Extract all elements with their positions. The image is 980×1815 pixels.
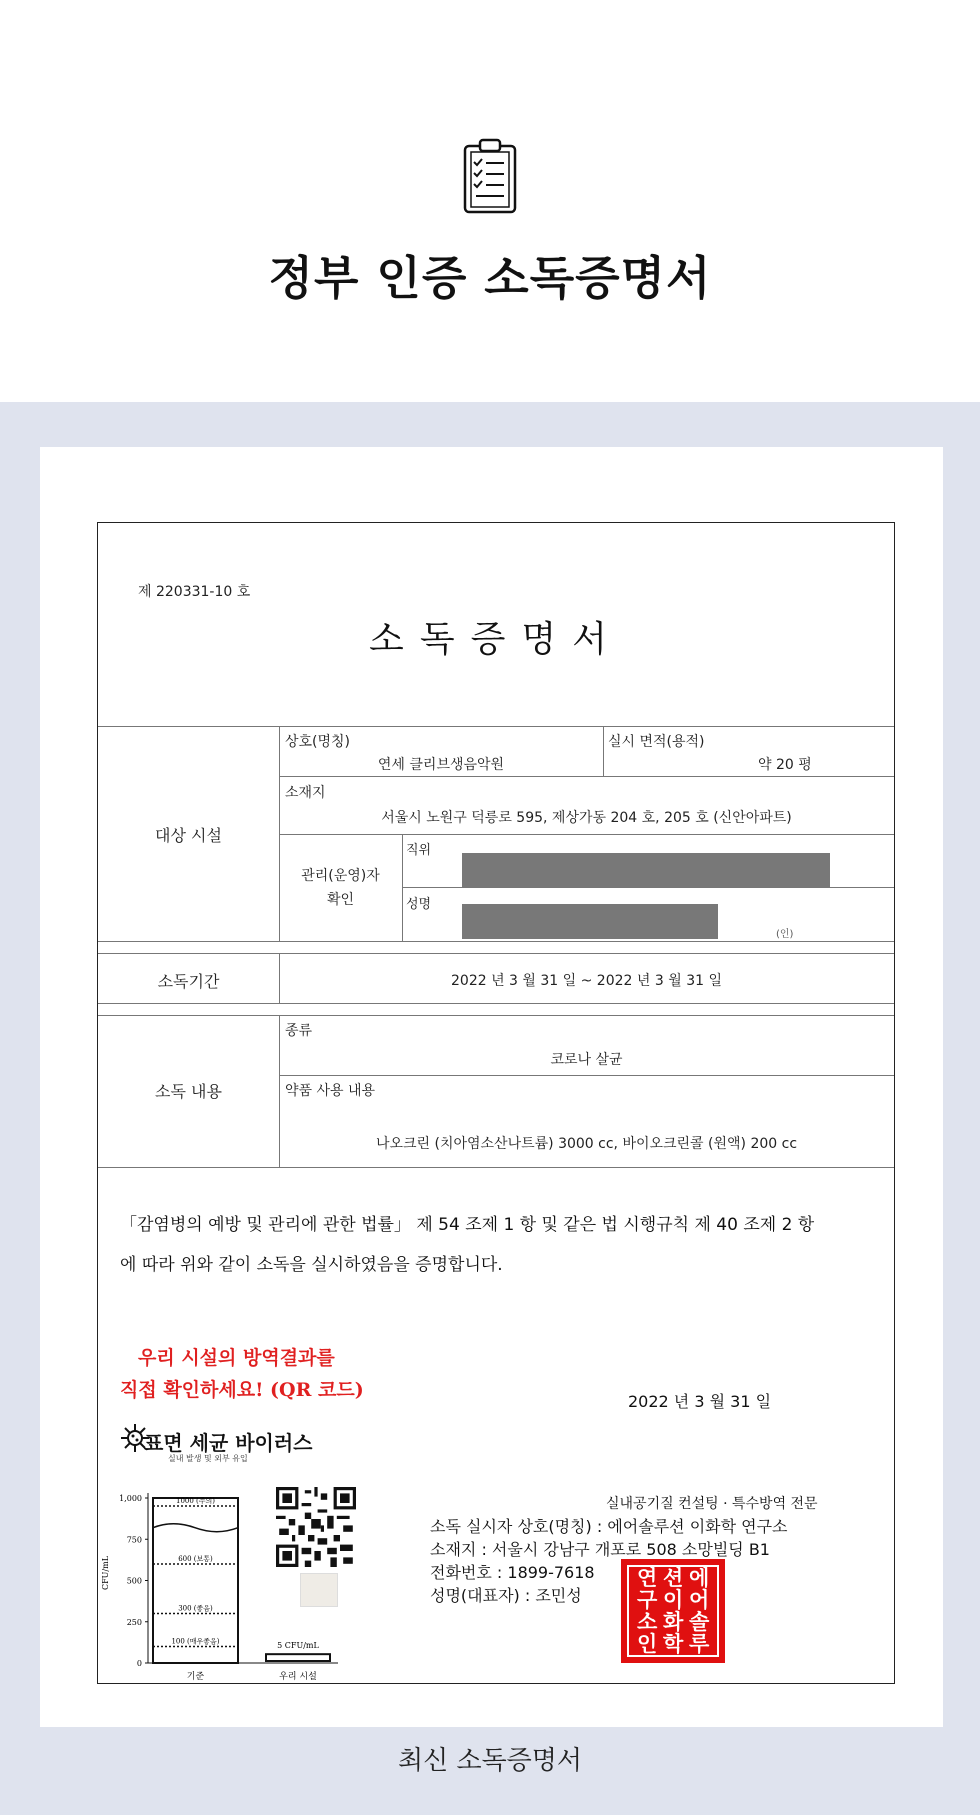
footer-caption: 최신 소독증명서 xyxy=(397,1746,583,1776)
page-title: 정부 인증 소독증명서 xyxy=(268,251,712,305)
seal-glyph: 소 xyxy=(637,1609,658,1634)
qr-notice-line-1: 우리 시설의 방역결과를 xyxy=(138,1347,335,1369)
divider xyxy=(279,776,894,777)
company-representative: 성명(대표자) : 조민성 xyxy=(430,1586,582,1605)
certificate-number: 제 220331-10 호 xyxy=(138,584,251,600)
bar-value-label: 5 CFU/mL xyxy=(277,1641,319,1651)
type-value: 코로나 살균 xyxy=(550,1052,623,1068)
divider xyxy=(98,941,894,942)
redacted-name xyxy=(462,904,718,939)
company-tagline: 실내공기질 컨설팅 · 특수방역 전문 xyxy=(606,1496,818,1512)
seal-glyph: 솔 xyxy=(689,1609,710,1634)
statement-line-1: 「감염병의 예방 및 관리에 관한 법률」 제 54 조제 1 항 및 같은 법 시행규칙 제 40 조제 2 항 xyxy=(120,1215,815,1235)
seal-glyph: 이 xyxy=(663,1587,684,1612)
company-seal xyxy=(621,1559,725,1663)
seal-glyph: 어 xyxy=(689,1587,710,1612)
divider xyxy=(98,953,894,954)
redacted-position xyxy=(462,853,830,887)
reference-label: 100 (매우좋음) xyxy=(171,1637,220,1646)
period-value: 2022 년 3 월 31 일 ~ 2022 년 3 월 31 일 xyxy=(451,973,722,989)
y-tick-label: 500 xyxy=(126,1576,142,1586)
type-label: 종류 xyxy=(285,1023,313,1039)
divider xyxy=(98,1167,894,1168)
target-facility-label: 대상 시설 xyxy=(155,826,222,845)
reference-label: 300 (좋음) xyxy=(178,1604,213,1613)
company-address: 소재지 : 서울시 강남구 개포로 508 소망빌딩 B1 xyxy=(430,1540,770,1559)
seal-glyph: 구 xyxy=(637,1587,658,1612)
name-value: 연세 클리브생음악원 xyxy=(377,757,505,773)
divider xyxy=(402,834,403,941)
chemical-value: 나오크린 (치아염소산나트륨) 3000 cc, 바이오크린콜 (원액) 200 cc xyxy=(375,1136,798,1152)
divider xyxy=(98,1015,894,1016)
address-value: 서울시 노원구 덕릉로 595, 제상가동 204 호, 205 호 (신안아파트) xyxy=(381,810,792,826)
test-sample-photo xyxy=(300,1573,338,1607)
chart-subtitle: 실내 발생 및 외부 유입 xyxy=(168,1454,248,1463)
person-label: 성명 xyxy=(406,897,432,912)
name-label: 상호(명칭) xyxy=(285,734,351,750)
certificate-title: 소독증명서 xyxy=(369,619,623,660)
bar-break-mark xyxy=(153,1524,238,1532)
divider xyxy=(279,834,894,835)
chart-title: 표면 세균 바이러스 xyxy=(144,1431,313,1455)
x-category-label: 우리 시설 xyxy=(279,1672,317,1682)
area-label: 실시 면적(용적) xyxy=(608,734,705,750)
content-label: 소독 내용 xyxy=(155,1082,222,1101)
issue-date: 2022 년 3 월 31 일 xyxy=(628,1392,772,1411)
manager-confirm-label: 확인 xyxy=(326,892,355,908)
seal-glyph: 인 xyxy=(637,1631,658,1656)
divider xyxy=(98,1003,894,1004)
company-phone: 전화번호 : 1899-7618 xyxy=(430,1563,595,1582)
divider xyxy=(279,1075,894,1076)
bar-our-facility xyxy=(266,1654,330,1661)
statement-line-2: 에 따라 위와 같이 소독을 실시하였음을 증명합니다. xyxy=(120,1255,503,1275)
chemical-label: 약품 사용 내용 xyxy=(285,1083,376,1099)
y-tick-label: 750 xyxy=(126,1535,142,1545)
position-label: 직위 xyxy=(406,843,432,858)
qr-code[interactable] xyxy=(276,1487,356,1567)
divider xyxy=(402,887,894,888)
period-label: 소독기간 xyxy=(157,972,220,991)
qr-notice-line-2: 직접 확인하세요! (QR 코드) xyxy=(120,1379,364,1401)
x-category-label: 기준 xyxy=(186,1672,205,1682)
page-header xyxy=(0,0,980,402)
seal-glyph: 화 xyxy=(663,1609,684,1634)
company-name: 소독 실시자 상호(명칭) : 에어솔루션 이화학 연구소 xyxy=(430,1517,788,1536)
y-axis-label: CFU/mL xyxy=(101,1555,110,1591)
reference-label: 600 (보통) xyxy=(178,1555,213,1563)
reference-label: 1000 (주의) xyxy=(175,1497,216,1505)
disinfection-certificate xyxy=(97,522,895,1684)
seal-glyph: 루 xyxy=(689,1631,710,1656)
y-tick-label: 1,000 xyxy=(119,1494,142,1503)
seal-glyph: 션 xyxy=(663,1565,684,1590)
clipboard-checklist-icon xyxy=(462,138,518,214)
y-tick-label: 0 xyxy=(136,1659,142,1668)
seal-mark: (인) xyxy=(776,929,794,940)
divider xyxy=(603,726,604,776)
address-label: 소재지 xyxy=(285,785,326,801)
manager-label: 관리(운영)자 xyxy=(301,868,380,884)
divider xyxy=(98,726,894,727)
seal-glyph: 학 xyxy=(663,1631,684,1656)
seal-glyph: 연 xyxy=(637,1565,658,1590)
y-tick-label: 250 xyxy=(126,1617,142,1627)
area-value: 약 20 평 xyxy=(758,757,812,773)
seal-glyph: 에 xyxy=(689,1565,710,1590)
